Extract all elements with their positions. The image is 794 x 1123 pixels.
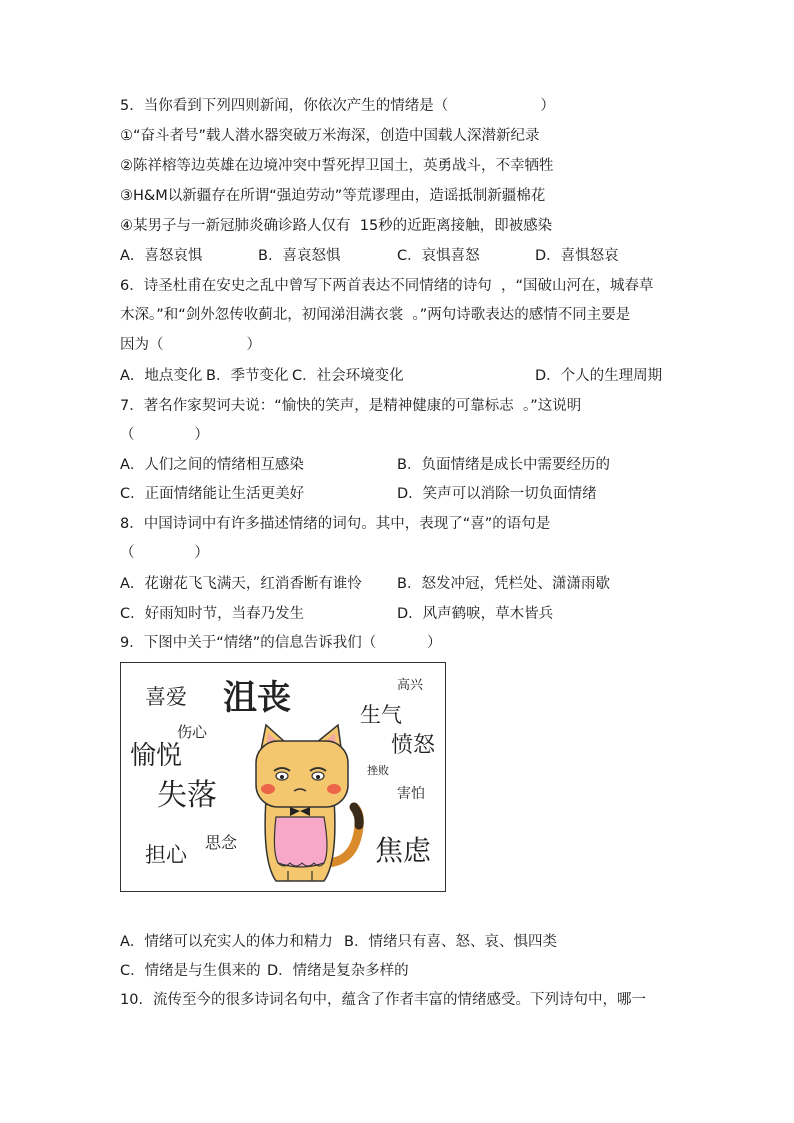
question-7-option-d[interactable]: D．笑声可以消除一切负面情绪 (397, 486, 597, 502)
question-8-option-a[interactable]: A．花谢花飞飞满天，红消香断有谁怜 (120, 576, 362, 592)
question-5-option-a[interactable]: A．喜怒哀惧 (120, 248, 203, 264)
question-5-item-1: ①“奋斗者号”载人潜水器突破万米海深，创造中国载人深潜新纪录 (120, 128, 540, 144)
question-8-option-b[interactable]: B．怒发冲冠，凭栏处、潇潇雨歇 (397, 576, 610, 592)
question-5-item-2: ②陈祥榕等边英雄在边境冲突中誓死捍卫国土，英勇战斗，不幸牺牲 (120, 158, 554, 174)
question-6-option-b[interactable]: B．季节变化 (206, 368, 289, 384)
word-shangxin: 伤心 (177, 723, 208, 741)
word-yuyue: 愉悦 (130, 741, 183, 771)
question-5-option-c[interactable]: C．哀惧喜怒 (397, 248, 480, 264)
question-5-stem: 5．当你看到下列四则新闻，你依次产生的情绪是（ ） (120, 98, 555, 114)
question-8-line-2: （ ） (120, 545, 209, 561)
question-7-option-c[interactable]: C．正面情绪能让生活更美好 (120, 486, 305, 502)
question-8-option-d[interactable]: D．风声鹤唳，草木皆兵 (397, 606, 554, 622)
question-7-option-a[interactable]: A．人们之间的情绪相互感染 (120, 457, 304, 473)
word-jiaolv: 焦虑 (375, 834, 432, 867)
question-6-option-a[interactable]: A．地点变化 (120, 368, 203, 384)
question-5-option-d[interactable]: D．喜惧怒哀 (535, 248, 619, 264)
question-9-option-d[interactable]: D．情绪是复杂多样的 (267, 963, 409, 979)
question-5-option-b[interactable]: B．喜哀怒惧 (258, 248, 341, 264)
question-9-stem: 9．下图中关于“情绪”的信息告诉我们（ ） (120, 635, 442, 651)
question-7-line-1: 7．著名作家契诃夫说：“愉快的笑声，是精神健康的可靠标志 。”这说明 (120, 398, 582, 414)
question-9-option-b[interactable]: B．情绪只有喜、怒、哀、惧四类 (344, 934, 557, 950)
word-danxin: 担心 (145, 843, 187, 867)
word-sinian: 思念 (205, 833, 238, 852)
question-7-option-b[interactable]: B．负面情绪是成长中需要经历的 (397, 457, 610, 473)
word-shengqi: 生气 (360, 703, 402, 727)
emotion-word-cloud-figure (120, 662, 446, 892)
word-fennu: 愤怒 (391, 733, 436, 758)
word-jusang: 沮丧 (223, 678, 291, 718)
question-8-option-c[interactable]: C．好雨知时节，当春乃发生 (120, 606, 305, 622)
question-6-line-1: 6．诗圣杜甫在安史之乱中曾写下两首表达不同情绪的诗句 ，“国破山河在，城春草 (120, 278, 654, 294)
question-9-option-a[interactable]: A．情绪可以充实人的体力和精力 (120, 934, 333, 950)
word-xiai: 喜爱 (145, 685, 187, 709)
word-cuobai: 挫败 (367, 764, 389, 777)
question-5-item-3: ③H&M以新疆存在所谓“强迫劳动”等荒谬理由，造谣抵制新疆棉花 (120, 188, 546, 204)
question-5-item-4: ④某男子与一新冠肺炎确诊路人仅有 15秒的近距离接触，即被感染 (120, 218, 553, 234)
question-6-option-d[interactable]: D．个人的生理周期 (535, 368, 663, 384)
word-gaoxing: 高兴 (397, 678, 424, 693)
question-10-stem: 10．流传至今的很多诗词名句中，蕴含了作者丰富的情绪感受。下列诗句中，哪一 (120, 992, 646, 1008)
question-9-option-c[interactable]: C．情绪是与生俱来的 (120, 963, 261, 979)
question-6-line-3: 因为（ ） (120, 337, 261, 353)
question-6-line-2: 木深。”和“剑外忽传收蓟北，初闻涕泪满衣裳 。”两句诗歌表达的感情不同主要是 (120, 307, 631, 323)
question-7-line-2: （ ） (120, 427, 209, 443)
cat-illustration (246, 721, 376, 891)
word-shiluo: 失落 (157, 778, 217, 813)
question-8-line-1: 8．中国诗词中有许多描述情绪的词句。其中，表现了“喜”的语句是 (120, 516, 551, 532)
word-haipa: 害怕 (397, 786, 425, 802)
question-6-option-c[interactable]: C．社会环境变化 (292, 368, 404, 384)
